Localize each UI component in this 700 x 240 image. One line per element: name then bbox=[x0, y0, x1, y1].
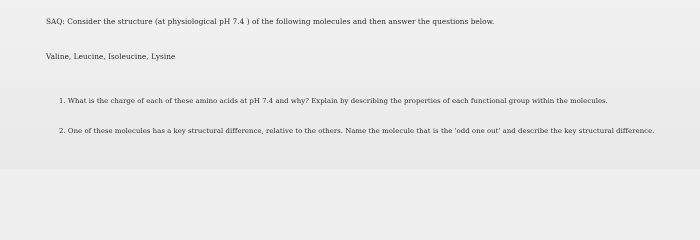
molecule-list: Valine, Leucine, Isoleucine, Lysine bbox=[46, 52, 176, 61]
question-1: 1. What is the charge of each of these amino acids at pH 7.4 and why? Explain by describing the properties of each functional group within the molecules. bbox=[59, 97, 608, 105]
question-2: 2. One of these molecules has a key structural difference, relative to the others. Name the molecule that is the 'odd one out' and describe the key structural difference. bbox=[59, 127, 655, 135]
saq-prompt: SAQ: Consider the structure (at physiological pH 7.4 ) of the following molecules and then answer the questions below. bbox=[46, 17, 495, 26]
